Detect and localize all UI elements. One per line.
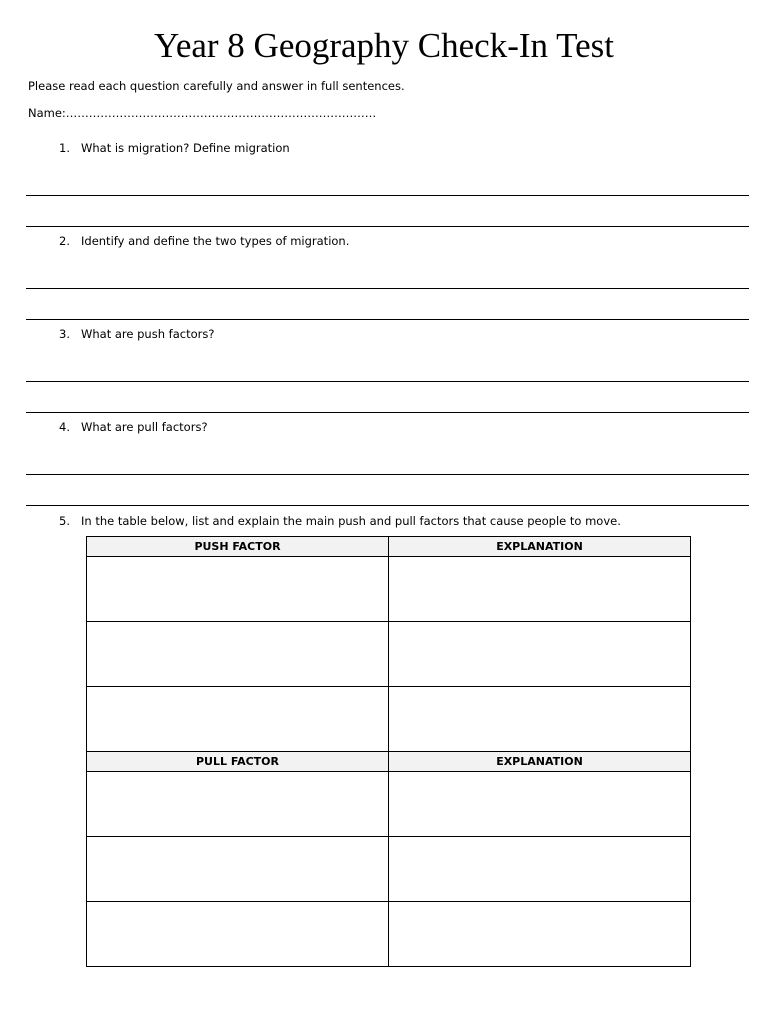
table-row [87, 837, 691, 902]
table-row [87, 687, 691, 752]
push-explanation-header: EXPLANATION [389, 537, 691, 557]
pull-explanation-header: EXPLANATION [389, 752, 691, 772]
question-number: 5. [59, 514, 70, 528]
push-factor-cell[interactable] [87, 557, 389, 622]
question-text: What are pull factors? [81, 420, 208, 434]
push-factor-cell[interactable] [87, 687, 389, 752]
question-number: 2. [59, 234, 70, 248]
question-number: 1. [59, 141, 70, 155]
push-factor-header: PUSH FACTOR [87, 537, 389, 557]
question-number: 4. [59, 420, 70, 434]
instructions: Please read each question carefully and answer in full sentences. [28, 79, 405, 93]
pull-factor-cell[interactable] [87, 902, 389, 967]
name-field[interactable]: Name:……………………………………………………………………… [28, 106, 377, 120]
pull-header-row [87, 752, 691, 772]
table-row [87, 622, 691, 687]
answer-line[interactable] [26, 474, 749, 475]
answer-line[interactable] [26, 226, 749, 227]
page-title: Year 8 Geography Check-In Test [154, 26, 614, 65]
push-explanation-cell[interactable] [389, 622, 691, 687]
question-number: 3. [59, 327, 70, 341]
pull-explanation-cell[interactable] [389, 902, 691, 967]
table-row [87, 772, 691, 837]
pull-explanation-cell[interactable] [389, 772, 691, 837]
push-header-row [87, 537, 691, 557]
question-text: Identify and define the two types of migration. [81, 234, 350, 248]
push-explanation-cell[interactable] [389, 687, 691, 752]
table-row [87, 557, 691, 622]
table-row [87, 902, 691, 967]
answer-line[interactable] [26, 288, 749, 289]
answer-line[interactable] [26, 195, 749, 196]
pull-factor-cell[interactable] [87, 837, 389, 902]
push-factor-cell[interactable] [87, 622, 389, 687]
push-explanation-cell[interactable] [389, 557, 691, 622]
pull-explanation-cell[interactable] [389, 837, 691, 902]
pull-factor-header: PULL FACTOR [87, 752, 389, 772]
answer-line[interactable] [26, 412, 749, 413]
answer-line[interactable] [26, 381, 749, 382]
question-text: What are push factors? [81, 327, 215, 341]
answer-line[interactable] [26, 505, 749, 506]
question-text: What is migration? Define migration [81, 141, 290, 155]
push-pull-factors-table [86, 536, 691, 967]
answer-line[interactable] [26, 319, 749, 320]
question-text: In the table below, list and explain the main push and pull factors that cause people to move. [81, 514, 621, 528]
pull-factor-cell[interactable] [87, 772, 389, 837]
